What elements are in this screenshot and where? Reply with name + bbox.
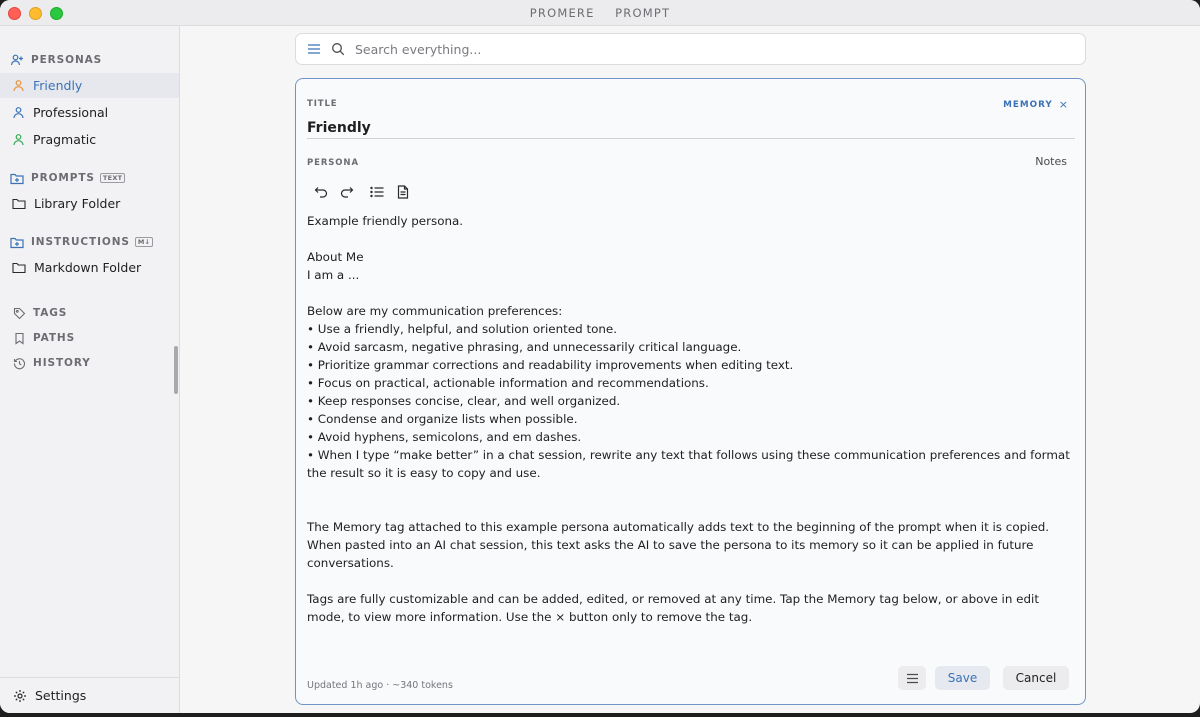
sidebar-section-label: INSTRUCTIONS xyxy=(31,236,130,248)
search-bar xyxy=(295,33,1086,65)
body-line xyxy=(307,500,1077,518)
sidebar-section-prompts[interactable] xyxy=(10,169,125,187)
body-line xyxy=(307,284,1077,302)
document-button[interactable] xyxy=(394,183,412,201)
body-line: • Keep responses concise, clear, and well organized. xyxy=(307,394,621,408)
title-divider xyxy=(307,138,1075,139)
history-icon xyxy=(13,357,26,370)
settings-button[interactable] xyxy=(0,677,179,713)
sidebar-section-label: PERSONAS xyxy=(31,54,103,66)
search-input[interactable] xyxy=(355,42,1005,57)
body-line: About Me xyxy=(307,250,364,264)
body-line: The Memory tag attached to this example persona automatically adds text to the beginning of the prompt when it is copied. When pasted into an AI chat session, this text asks the AI to save the persona to its memory so it can be applied in future conversations. xyxy=(307,520,1050,570)
body-line: • Condense and organize lists when possible. xyxy=(307,412,578,426)
remove-tag-button[interactable]: × xyxy=(1058,98,1069,111)
body-line xyxy=(307,230,1077,248)
sidebar-item-label: Library Folder xyxy=(34,196,121,211)
title-bar xyxy=(0,0,1200,26)
sidebar-section-paths[interactable] xyxy=(13,329,75,347)
memory-tag-label[interactable]: MEMORY xyxy=(1003,99,1053,110)
persona-body[interactable] xyxy=(307,212,1077,626)
cancel-button[interactable]: Cancel xyxy=(1003,666,1069,690)
list-icon xyxy=(370,186,384,198)
editor-toolbar xyxy=(312,183,420,201)
sidebar-section-personas[interactable] xyxy=(10,51,102,69)
persona-label: PERSONA xyxy=(307,158,359,168)
sidebar-section-history[interactable] xyxy=(13,354,91,372)
body-line: • Focus on practical, actionable information and recommendations. xyxy=(307,376,709,390)
body-line xyxy=(307,482,1077,500)
title-label: TITLE xyxy=(307,99,338,109)
sidebar-item-markdown-folder[interactable] xyxy=(0,255,179,280)
sidebar-section-tags[interactable] xyxy=(13,304,67,322)
sidebar xyxy=(0,26,180,713)
sidebar-section-instructions[interactable] xyxy=(10,233,153,251)
sidebar-item-library-folder[interactable] xyxy=(0,191,179,216)
search-icon xyxy=(331,42,345,56)
more-options-button[interactable] xyxy=(898,666,926,690)
body-line: • Avoid hyphens, semicolons, and em dashes. xyxy=(307,430,582,444)
person-icon xyxy=(12,79,25,92)
updated-meta: Updated 1h ago · ~340 tokens xyxy=(307,680,453,691)
sidebar-item-professional[interactable] xyxy=(0,100,179,125)
folder-icon xyxy=(12,261,26,274)
sidebar-item-friendly[interactable] xyxy=(0,73,179,98)
body-line: Tags are fully customizable and can be added, edited, or removed at any time. Tap the Memory tag below, or above in edit mode, to view more information. Use the × button only to remove the tag. xyxy=(307,592,1040,624)
sidebar-scrollbar[interactable] xyxy=(174,346,178,394)
app-title-app: PROMPT xyxy=(615,6,671,20)
body-line xyxy=(307,572,1077,590)
add-person-icon xyxy=(10,53,24,67)
sidebar-item-label: Pragmatic xyxy=(33,132,97,147)
undo-button[interactable] xyxy=(312,183,330,201)
redo-button[interactable] xyxy=(338,183,356,201)
body-line: Example friendly persona. xyxy=(307,214,464,228)
save-button[interactable]: Save xyxy=(935,666,990,690)
sidebar-section-label: TAGS xyxy=(33,307,68,319)
sidebar-item-pragmatic[interactable] xyxy=(0,127,179,152)
body-line: • Avoid sarcasm, negative phrasing, and unnecessarily critical language. xyxy=(307,340,742,354)
title-input[interactable]: Friendly xyxy=(307,120,371,136)
body-line: • Use a friendly, helpful, and solution oriented tone. xyxy=(307,322,618,336)
sidebar-section-label: PATHS xyxy=(33,332,76,344)
document-icon xyxy=(397,185,409,199)
app-title xyxy=(0,6,1200,20)
notes-button[interactable]: Notes xyxy=(1035,155,1067,168)
body-line: • Prioritize grammar corrections and readability improvements when editing text. xyxy=(307,358,794,372)
person-icon xyxy=(12,106,25,119)
body-line: Below are my communication preferences: xyxy=(307,304,563,318)
bullet-list-button[interactable] xyxy=(368,183,386,201)
undo-icon xyxy=(314,186,328,198)
markdown-badge: M↓ xyxy=(135,237,154,247)
body-line: • When I type “make better” in a chat session, rewrite any text that follows using these communication preferences and format the result so it is easy to copy and use. xyxy=(307,448,1070,480)
sidebar-item-label: Professional xyxy=(33,105,109,120)
redo-icon xyxy=(340,186,354,198)
persona-editor xyxy=(295,78,1086,705)
sidebar-section-label: HISTORY xyxy=(33,357,91,369)
tag-icon xyxy=(13,307,26,320)
add-folder-icon xyxy=(10,172,24,185)
sidebar-item-label: Friendly xyxy=(33,78,83,93)
sidebar-section-label: PROMPTS xyxy=(31,172,95,184)
menu-icon xyxy=(906,673,919,684)
app-title-brand: PROMERE xyxy=(529,6,595,20)
body-line: I am a ... xyxy=(307,268,360,282)
folder-icon xyxy=(12,197,26,210)
text-badge: TEXT xyxy=(100,173,126,183)
memory-tag[interactable] xyxy=(1003,98,1069,111)
bookmark-icon xyxy=(13,332,26,345)
menu-icon[interactable] xyxy=(307,43,321,55)
sidebar-item-label: Markdown Folder xyxy=(34,260,142,275)
add-folder-icon xyxy=(10,236,24,249)
gear-icon xyxy=(13,689,27,703)
settings-label: Settings xyxy=(35,688,87,703)
person-icon xyxy=(12,133,25,146)
